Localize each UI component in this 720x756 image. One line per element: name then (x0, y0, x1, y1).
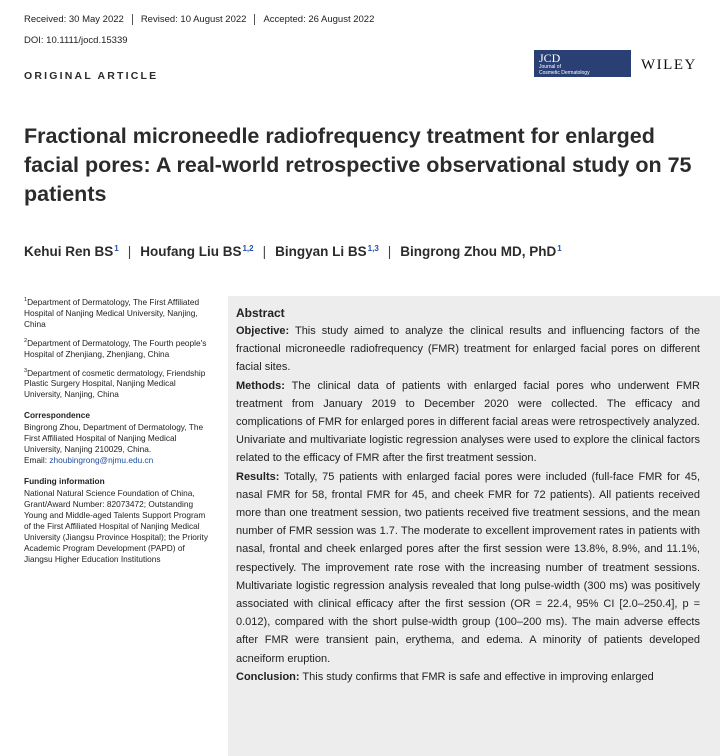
author-separator: | (127, 244, 132, 259)
revised-date: Revised: 10 August 2022 (140, 14, 247, 26)
author-name[interactable]: Houfang Liu BS (140, 244, 242, 259)
publisher-logo[interactable]: WILEY (641, 57, 697, 73)
affiliation-ref[interactable]: 1 (114, 244, 119, 253)
affiliation: $^2$Department of Dermatology, The Fourth people's Hospital of Zhenjiang, Zhenjiang, China (24, 337, 207, 359)
article-type: ORIGINAL ARTICLE (24, 70, 159, 82)
history-dates (24, 14, 374, 25)
abstract-methods: Methods: The clinical data of patients with enlarged facial pores who underwent FMR treatment from January 2019 to December 2020 were collected. The efficacy and complications of FMR for enlarged pores in different facial areas were retrospectively analyzed. Univariate and multivariate logistic regression analyses were used to explore the clinical factors related to the efficacy of FMR after the first treatment session. (236, 379, 700, 465)
divider (254, 14, 255, 25)
correspondence-text: Bingrong Zhou, Department of Dermatology, The First Affiliated Hospital of Nanjing Medical University, Nanjing 210029, China. Email: zhoubingrong@njmu.edu.cn (24, 422, 204, 466)
funding-text: National Natural Science Foundation of China, Grant/Award Number: 82073472; Outstanding Young and Middle-aged Talents Support Program of the First Affiliated Hospital of Nanjing Medical University (Jiangsu Province Hospital); the Priority Academic Program Development (PAPD) of Jiangsu Higher Education Institutions (24, 488, 208, 565)
author-separator: | (262, 244, 267, 259)
journal-line2: Cosmetic Dermatology (539, 70, 590, 76)
journal-abbr: JCD (539, 51, 561, 65)
side-info (24, 295, 209, 571)
correspondence-heading: Correspondence (24, 410, 90, 421)
abstract-conclusion: Conclusion: This study confirms that FMR is safe and effective in improving enlarged (236, 670, 654, 683)
affiliation-ref[interactable]: 1,3 (367, 244, 379, 253)
divider (132, 14, 133, 25)
article-title: Fractional microneedle radiofrequency treatment for enlarged facial pores: A real-world retrospective observational study on 75 patients (24, 124, 692, 206)
abstract-heading: Abstract (236, 306, 285, 320)
journal-logo[interactable] (534, 50, 631, 77)
author-name[interactable]: Bingyan Li BS (275, 244, 367, 259)
author-separator: | (387, 244, 392, 259)
funding-heading: Funding information (24, 476, 105, 487)
author-name[interactable]: Bingrong Zhou MD, PhD (400, 244, 557, 259)
affiliation: $^3$Department of cosmetic dermatology, Friendship Plastic Surgery Hospital, Nanjing Medical University, Nanjing, China (24, 367, 206, 400)
affiliation: $^1$Department of Dermatology, The First Affiliated Hospital of Nanjing Medical University, Nanjing, China (24, 296, 200, 329)
affiliation-ref[interactable]: 1 (557, 244, 562, 253)
email-link[interactable]: zhoubingrong@njmu.edu.cn (49, 455, 154, 466)
abstract-objective: Objective: This study aimed to analyze the clinical results and influencing factors of the fractional microneedle radiofrequency (FMR) treatment for enlarged facial pores on different facial sites. (236, 325, 700, 374)
abstract-results: Results: Totally, 75 patients with enlarged facial pores were included (full-face FMR for 45, nasal FMR for 58, frontal FMR for 45, and cheek FMR for 72 patients). All patients received more than one treatment session, two patients received five treatment sessions, and the mean number of FMR session was 1.7. The moderate to excellent improvement rates in patients with nasal, frontal and cheek enlarged pores after the first session were 13.8%, 8.9%, and 11.1%, respectively. The improvement rate rose with the increasing number of treatment sessions. Multivariate logistic regression analysis revealed that long pulse-width (300 ms) was positively associated with clinical efficacy after the first session (OR = 22.4, 95% CI [2.0–250.4], p = 0.012), compared with the short pulse-width group (100–200 ms). The main adverse effects after FMR were transient pain, erythema, and edema. A minority of patients developed acneiform eruption. (236, 470, 700, 665)
abstract-box (228, 296, 720, 756)
accepted-date: Accepted: 26 August 2022 (263, 14, 375, 26)
doi[interactable]: DOI: 10.1111/jocd.15339 (24, 35, 128, 46)
received-date: Received: 30 May 2022 (24, 14, 124, 26)
affiliation-ref[interactable]: 1,2 (242, 244, 254, 253)
journal-line1: Journal of (539, 64, 561, 70)
author-name[interactable]: Kehui Ren BS (24, 244, 114, 259)
author-list (24, 244, 562, 259)
